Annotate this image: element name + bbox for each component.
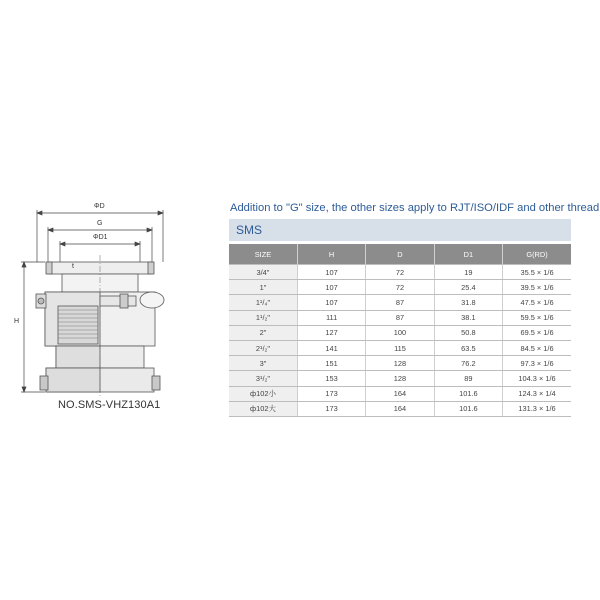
cell-d1: 25.4	[434, 280, 502, 295]
table-row	[229, 386, 571, 401]
cell-d: 87	[366, 310, 434, 325]
dim-label-d1: ΦD1	[93, 234, 108, 241]
spec-table	[229, 244, 571, 417]
cell-h: 173	[297, 401, 365, 416]
cell-d1: 38.1	[434, 310, 502, 325]
dim-label-t: t	[72, 263, 74, 270]
cell-h: 153	[297, 371, 365, 386]
cell-size: 1¹/₂"	[229, 310, 297, 325]
cell-d1: 19	[434, 265, 502, 280]
dim-label-d: ΦD	[94, 203, 105, 210]
cell-d: 100	[366, 325, 434, 340]
cell-size: 1¹/₄"	[229, 295, 297, 310]
valve-drawing-svg	[0, 0, 210, 600]
cell-d: 115	[366, 340, 434, 355]
cell-d1: 101.6	[434, 401, 502, 416]
cell-h: 107	[297, 280, 365, 295]
cell-size: ф102大	[229, 401, 297, 416]
valve-technical-drawing	[0, 0, 210, 600]
table-row	[229, 340, 571, 355]
cell-d1: 76.2	[434, 356, 502, 371]
column-header-size: SIZE	[229, 244, 297, 265]
cell-h: 127	[297, 325, 365, 340]
cell-h: 151	[297, 356, 365, 371]
cell-g: 59.5 × 1/6	[503, 310, 571, 325]
cell-size: 3¹/₂"	[229, 371, 297, 386]
cell-g: 84.5 × 1/6	[503, 340, 571, 355]
cell-d: 164	[366, 386, 434, 401]
cell-size: 1"	[229, 280, 297, 295]
cell-size: 3/4"	[229, 265, 297, 280]
cell-h: 111	[297, 310, 365, 325]
table-row	[229, 310, 571, 325]
cell-d: 72	[366, 280, 434, 295]
cell-g: 69.5 × 1/6	[503, 325, 571, 340]
table-header-row	[229, 244, 571, 265]
table-title: SMS	[236, 223, 263, 237]
cell-g: 47.5 × 1/6	[503, 295, 571, 310]
cell-h: 141	[297, 340, 365, 355]
size-note-heading: Addition to "G" size, the other sizes apply to RJT/ISO/IDF and other thread	[230, 202, 600, 214]
column-header-d: D	[366, 244, 434, 265]
column-header-g: G(RD)	[503, 244, 571, 265]
column-header-d1: D1	[434, 244, 502, 265]
cell-d1: 63.5	[434, 340, 502, 355]
model-number: NO.SMS-VHZ130A1	[58, 399, 161, 411]
cell-d1: 89	[434, 371, 502, 386]
column-header-h: H	[297, 244, 365, 265]
table-row	[229, 295, 571, 310]
table-row	[229, 265, 571, 280]
cell-size: 3"	[229, 356, 297, 371]
table-row	[229, 371, 571, 386]
cell-h: 107	[297, 265, 365, 280]
table-row	[229, 325, 571, 340]
cell-g: 39.5 × 1/6	[503, 280, 571, 295]
cell-g: 35.5 × 1/6	[503, 265, 571, 280]
cell-size: 2"	[229, 325, 297, 340]
table-row	[229, 401, 571, 416]
table-title-bar	[229, 219, 571, 241]
cell-d: 128	[366, 356, 434, 371]
cell-d: 72	[366, 265, 434, 280]
cell-h: 173	[297, 386, 365, 401]
cell-d: 87	[366, 295, 434, 310]
cell-d: 164	[366, 401, 434, 416]
cell-g: 131.3 × 1/6	[503, 401, 571, 416]
cell-d1: 101.6	[434, 386, 502, 401]
cell-g: 97.3 × 1/6	[503, 356, 571, 371]
dim-label-g: G	[97, 220, 103, 227]
cell-d: 128	[366, 371, 434, 386]
cell-size: 2¹/₂"	[229, 340, 297, 355]
dim-label-h: H	[14, 318, 20, 325]
cell-d1: 50.8	[434, 325, 502, 340]
cell-d1: 31.8	[434, 295, 502, 310]
cell-g: 104.3 × 1/6	[503, 371, 571, 386]
cell-h: 107	[297, 295, 365, 310]
cell-g: 124.3 × 1/4	[503, 386, 571, 401]
table-row	[229, 356, 571, 371]
table-row	[229, 280, 571, 295]
cell-size: ф102小	[229, 386, 297, 401]
